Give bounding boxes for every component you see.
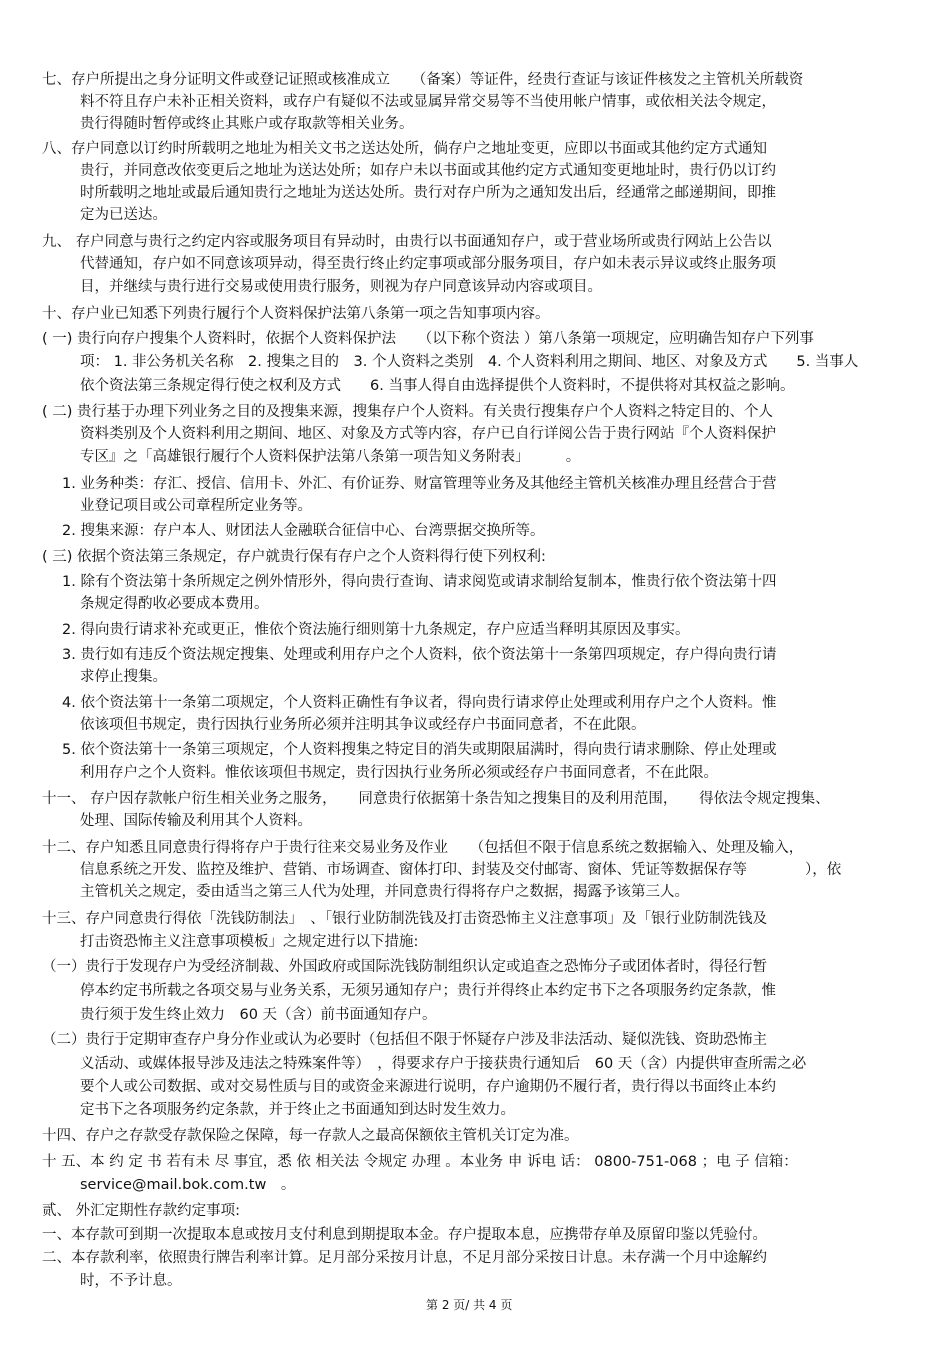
text-line: 业登记项目或公司章程所定业务等。 [80,498,312,514]
text-line: 专区』之「高雄银行履行个人资料保护法第八条第一项告知义务附表」 。 [80,449,581,465]
text-line: 十三、存户同意贵行得依「洗钱防制法」 、「银行业防制洗钱及打击资恐怖主义注意事项」及「银行业防制洗钱及 [42,911,767,927]
text-line: service@mail.bok.com.tw 。 [80,1177,296,1193]
text-line: 1. 除有个资法第十条所规定之例外情形外，得向贵行查询、请求阅览或请求制给复制本，惟贵行依个资法第十四 [62,574,777,590]
text-line: 3. 贵行如有违反个资法规定搜集、处理或利用存户之个人资料，依个资法第十一条第四项规定，存户得向贵行请 [62,647,777,663]
text-line: 求停止搜集。 [80,669,167,685]
text-line: 料不符且存户未补正相关资料，或存户有疑似不法或显属异常交易等不当使用帐户情事，或依相关法令规定， [80,94,776,110]
text-line: 九、 存户同意与贵行之约定内容或服务项目有异动时，由贵行以书面通知存户，或于营业场所或贵行网站上公告以 [42,234,772,250]
text-line: ( 三) 依据个资法第三条规定，存户就贵行保有存户之个人资料得行使下列权利: [42,549,546,565]
page-footer: 第 2 页/ 共 4 页 [426,1298,513,1312]
text-line: 一、本存款可到期一次提取本息或按月支付利息到期提取本金。存户提取本息，应携带存单及原留印鉴以凭验付。 [42,1227,767,1243]
text-line: 定为已送达。 [80,207,167,223]
text-line: 时，不予计息。 [80,1273,182,1289]
text-line: ( 二) 贵行基于办理下列业务之目的及搜集来源，搜集存户个人资料。有关贵行搜集存户个人资料之特定目的、个人 [42,404,774,420]
text-line: 十 五、本 约 定 书 若有未 尽 事宜，悉 依 相关法 令规定 办理 。本业务 申 诉电 话： 0800-751-068 ；电 子 信箱： [42,1154,798,1170]
text-line: 时所载明之地址或最后通知贵行之地址为送达处所。贵行对存户所为之通知发出后，经通常之邮递期间，即推 [80,185,776,201]
text-line: 要个人或公司数据、或对交易性质与目的或资金来源进行说明，存户逾期仍不履行者，贵行得以书面终止本约 [80,1079,776,1095]
text-line: 依个资法第三条规定得行使之权利及方式 6. 当事人得自由选择提供个人资料时，不提供将对其权益之影响。 [80,378,795,394]
text-line: 打击资恐怖主义注意事项模板」之规定进行以下措施: [80,934,419,950]
text-line: 贰、 外汇定期性存款约定事项: [42,1203,240,1219]
text-line: 定书下之各项服务约定条款，并于终止之书面通知到达时发生效力。 [80,1102,515,1118]
text-line: 贵行，并同意改依变更后之地址为送达处所；如存户未以书面或其他约定方式通知变更地址时，贵行仍以订约 [80,163,776,179]
text-line: 目，并继续与贵行进行交易或使用贵行服务，则视为存户同意该异动内容或项目。 [80,279,602,295]
text-line: 十一、 存户因存款帐户衍生相关业务之服务， 同意贵行依据第十条告知之搜集目的及利用范围， 得依法令规定搜集、 [42,791,830,807]
text-line: 5. 依个资法第十一条第三项规定，个人资料搜集之特定目的消失或期限届满时，得向贵行请求删除、停止处理或 [62,742,777,758]
text-line: 代替通知，存户如不同意该项异动，得至贵行终止约定事项或部分服务项目，存户如未表示异议或终止服务项 [80,256,776,272]
text-line: （一）贵行于发现存户为受经济制裁、外国政府或国际洗钱防制组织认定或追查之恐怖分子或团体者时，得径行暂 [42,959,767,975]
text-line: 处理、国际传输及利用其个人资料。 [80,813,312,829]
text-line: ( 一) 贵行向存户搜集个人资料时，依据个人资料保护法 （以下称个资法 ）第八条第一项规定，应明确告知存户下列事 [42,331,814,347]
text-line: 义活动、或媒体报导涉及违法之特殊案件等） ，得要求存户于接获贵行通知后 60 天（含）内提供审查所需之必 [80,1056,807,1072]
text-line: 2. 得向贵行请求补充或更正，惟依个资法施行细则第十九条规定，存户应适当释明其原因及事实。 [62,622,690,638]
text-line: 信息系统之开发、监控及维护、营销、市场调查、窗体打印、封装及交付邮寄、窗体、凭证等数据保存等 ），依 [80,862,842,878]
text-line: 利用存户之个人资料。惟依该项但书规定，贵行因执行业务所必须或经存户书面同意者，不在此限。 [80,765,718,781]
text-line: 贵行得随时暂停或终止其账户或存取款等相关业务。 [80,116,414,132]
text-line: 4. 依个资法第十一条第二项规定，个人资料正确性有争议者，得向贵行请求停止处理或利用存户之个人资料。惟 [62,695,777,711]
text-line: 1. 业务种类：存汇、授信、信用卡、外汇、有价证券、财富管理等业务及其他经主管机关核准办理且经营合于营 [62,476,777,492]
text-line: 主管机关之规定，委由适当之第三人代为处理，并同意贵行得将存户之数据，揭露予该第三人。 [80,884,689,900]
text-line: 项： 1. 非公务机关名称 2. 搜集之目的 3. 个人资料之类别 4. 个人资料利用之期间、地区、对象及方式 5. 当事人 [80,354,859,370]
text-line: 八、存户同意以订约时所载明之地址为相关文书之送达处所，倘存户之地址变更，应即以书面或其他约定方式通知 [42,141,767,157]
text-line: （二）贵行于定期审查存户身分作业或认为必要时（包括但不限于怀疑存户涉及非法活动、疑似洗钱、资助恐怖主 [42,1032,767,1048]
text-line: 七、存户所提出之身分证明文件或登记证照或核准成立 （备案）等证件，经贵行查证与该证件核发之主管机关所载资 [42,72,804,88]
text-line: 十二、存户知悉且同意贵行得将存户于贵行往来交易业务及作业 （包括但不限于信息系统之数据输入、处理及输入， [42,840,804,856]
text-line: 资料类别及个人资料利用之期间、地区、对象及方式等内容，存户已自行详阅公告于贵行网站『个人资料保护 [80,426,776,442]
text-line: 二、本存款利率，依照贵行牌告利率计算。足月部分采按月计息，不足月部分采按日计息。未存满一个月中途解约 [42,1250,767,1266]
text-line: 依该项但书规定，贵行因执行业务所必须并注明其争议或经存户书面同意者，不在此限。 [80,717,646,733]
text-line: 停本约定书所载之各项交易与业务关系，无须另通知存户；贵行并得终止本约定书下之各项服务约定条款，惟 [80,983,776,999]
text-line: 贵行须于发生终止效力 60 天（含）前书面通知存户。 [80,1007,437,1023]
text-line: 十四、存户之存款受存款保险之保障，每一存款人之最高保额依主管机关订定为准。 [42,1128,579,1144]
text-line: 条规定得酌收必要成本费用。 [80,596,269,612]
text-line: 十、存户业已知悉下列贵行履行个人资料保护法第八条第一项之告知事项内容。 [42,306,550,322]
text-line: 2. 搜集来源：存户本人、财团法人金融联合征信中心、台湾票据交换所等。 [62,523,545,539]
